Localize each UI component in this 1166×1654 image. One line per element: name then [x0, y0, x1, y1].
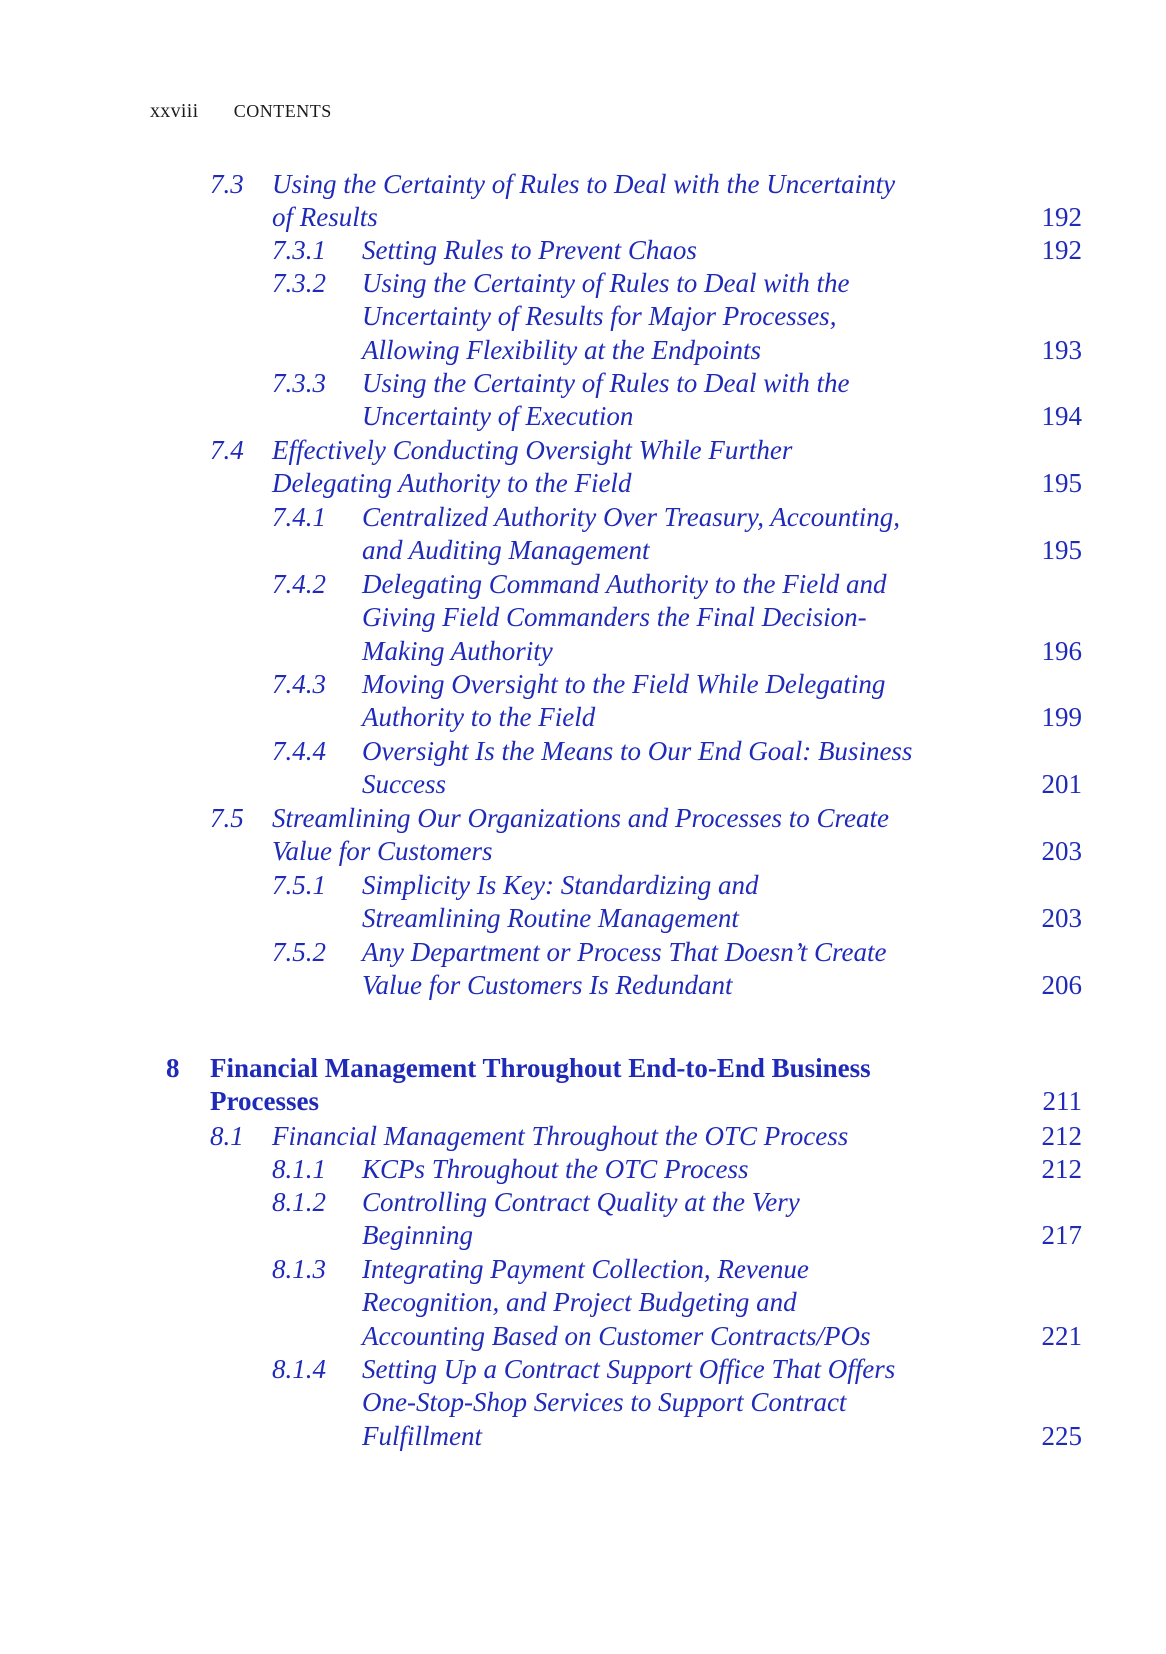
toc-page: 199	[1041, 702, 1082, 733]
toc-number: 7.4.2	[272, 569, 326, 599]
toc-page: 211	[1042, 1086, 1082, 1117]
toc-page: 196	[1041, 635, 1082, 666]
toc-entry-7-3[interactable]	[0, 168, 1166, 236]
toc-chapter-8[interactable]	[0, 1052, 1166, 1120]
toc-title: Setting Rules to Prevent Chaos	[362, 235, 697, 265]
toc-title: Centralized Authority Over Treasury, Accounting, and Auditing Management	[362, 502, 900, 566]
toc-page: 192	[1041, 202, 1082, 233]
toc-title: KCPs Throughout the OTC Process	[362, 1154, 749, 1184]
toc-title: Any Department or Process That Doesn’t Create Value for Customers Is Redundant	[362, 937, 887, 1001]
toc-entry-7-3-2[interactable]	[0, 267, 1166, 368]
running-head	[150, 100, 332, 123]
toc-entry-8-1-4[interactable]	[0, 1353, 1166, 1454]
toc-number: 7.5.2	[272, 937, 326, 967]
toc-number: 7.5.1	[272, 870, 326, 900]
toc-page: 193	[1041, 334, 1082, 365]
toc-entry-7-4-2[interactable]	[0, 568, 1166, 669]
toc-title: Simplicity Is Key: Standardizing and Streamlining Routine Management	[362, 870, 759, 934]
toc-title: Using the Certainty of Rules to Deal with the Uncertainty of Results	[272, 169, 896, 233]
toc-title: Moving Oversight to the Field While Delegating Authority to the Field	[362, 669, 886, 733]
toc-number: 8.1.4	[272, 1354, 326, 1384]
toc-page: 195	[1041, 468, 1082, 499]
toc-number: 7.4.3	[272, 669, 326, 699]
toc-page: 203	[1041, 903, 1082, 934]
toc-number: 7.3.2	[272, 268, 326, 298]
toc-entry-7-5-2[interactable]	[0, 936, 1166, 1004]
toc-number: 7.4.1	[272, 502, 326, 532]
toc-page: 225	[1041, 1420, 1082, 1451]
toc-entry-7-4-1[interactable]	[0, 501, 1166, 569]
chapter-title: Financial Management Throughout End-to-End Business Processes	[210, 1053, 871, 1117]
toc-entry-8-1[interactable]	[0, 1120, 1166, 1154]
toc-page: 192	[1041, 235, 1082, 265]
toc-number: 8.1.3	[272, 1254, 326, 1284]
toc-entry-8-1-3[interactable]	[0, 1253, 1166, 1354]
page-folio: xxviii	[150, 100, 199, 122]
toc-title: Setting Up a Contract Support Office That Offers One-Stop-Shop Services to Support Contract Fulfillment	[362, 1354, 896, 1451]
toc-entry-8-1-2[interactable]	[0, 1186, 1166, 1254]
toc-number: 8.1.2	[272, 1187, 326, 1217]
toc-number: 8.1.1	[272, 1154, 326, 1184]
toc-page: 212	[1041, 1121, 1082, 1151]
toc-number: 7.4	[210, 435, 244, 465]
toc-entry-7-4-4[interactable]	[0, 735, 1166, 803]
toc-title: Financial Management Throughout the OTC Process	[272, 1121, 849, 1151]
toc-number: 7.4.4	[272, 736, 326, 766]
toc-number: 7.3.3	[272, 368, 326, 398]
toc-title: Using the Certainty of Rules to Deal with the Uncertainty of Results for Major Processes, Allowing Flexibility at the Endpoints	[362, 268, 850, 365]
toc-title: Effectively Conducting Oversight While Further Delegating Authority to the Field	[272, 435, 793, 499]
toc-entry-7-3-3[interactable]	[0, 367, 1166, 435]
toc-number: 7.3.1	[272, 235, 326, 265]
toc-number: 7.5	[210, 803, 244, 833]
toc-title: Oversight Is the Means to Our End Goal: Business Success	[362, 736, 913, 800]
toc-page: 194	[1041, 401, 1082, 432]
running-title: CONTENTS	[233, 101, 332, 121]
toc-page: 221	[1041, 1320, 1082, 1351]
toc-title: Using the Certainty of Rules to Deal with the Uncertainty of Execution	[362, 368, 850, 432]
toc-title: Streamlining Our Organizations and Processes to Create Value for Customers	[272, 803, 889, 867]
toc-number: 8.1	[210, 1121, 244, 1151]
toc-entry-7-4[interactable]	[0, 434, 1166, 502]
toc-page: 201	[1041, 769, 1082, 800]
toc-title: Integrating Payment Collection, Revenue Recognition, and Project Budgeting and Accounting Based on Customer Contracts/POs	[362, 1254, 871, 1351]
toc-page: 195	[1041, 535, 1082, 566]
toc-entry-7-5-1[interactable]	[0, 869, 1166, 937]
toc-page: 203	[1041, 836, 1082, 867]
toc-entry-7-5[interactable]	[0, 802, 1166, 870]
toc-page: 212	[1041, 1154, 1082, 1184]
toc-number: 7.3	[210, 169, 244, 199]
toc-entry-7-4-3[interactable]	[0, 668, 1166, 736]
toc-page: 206	[1041, 970, 1082, 1001]
toc-title: Controlling Contract Quality at the Very Beginning	[362, 1187, 800, 1251]
toc-page: 217	[1041, 1220, 1082, 1251]
toc-title: Delegating Command Authority to the Field and Giving Field Commanders the Final Decision- Making Authority	[362, 569, 887, 666]
toc-entry-8-1-1[interactable]	[0, 1153, 1166, 1187]
chapter-number: 8	[166, 1053, 180, 1083]
toc-entry-7-3-1[interactable]	[0, 234, 1166, 268]
